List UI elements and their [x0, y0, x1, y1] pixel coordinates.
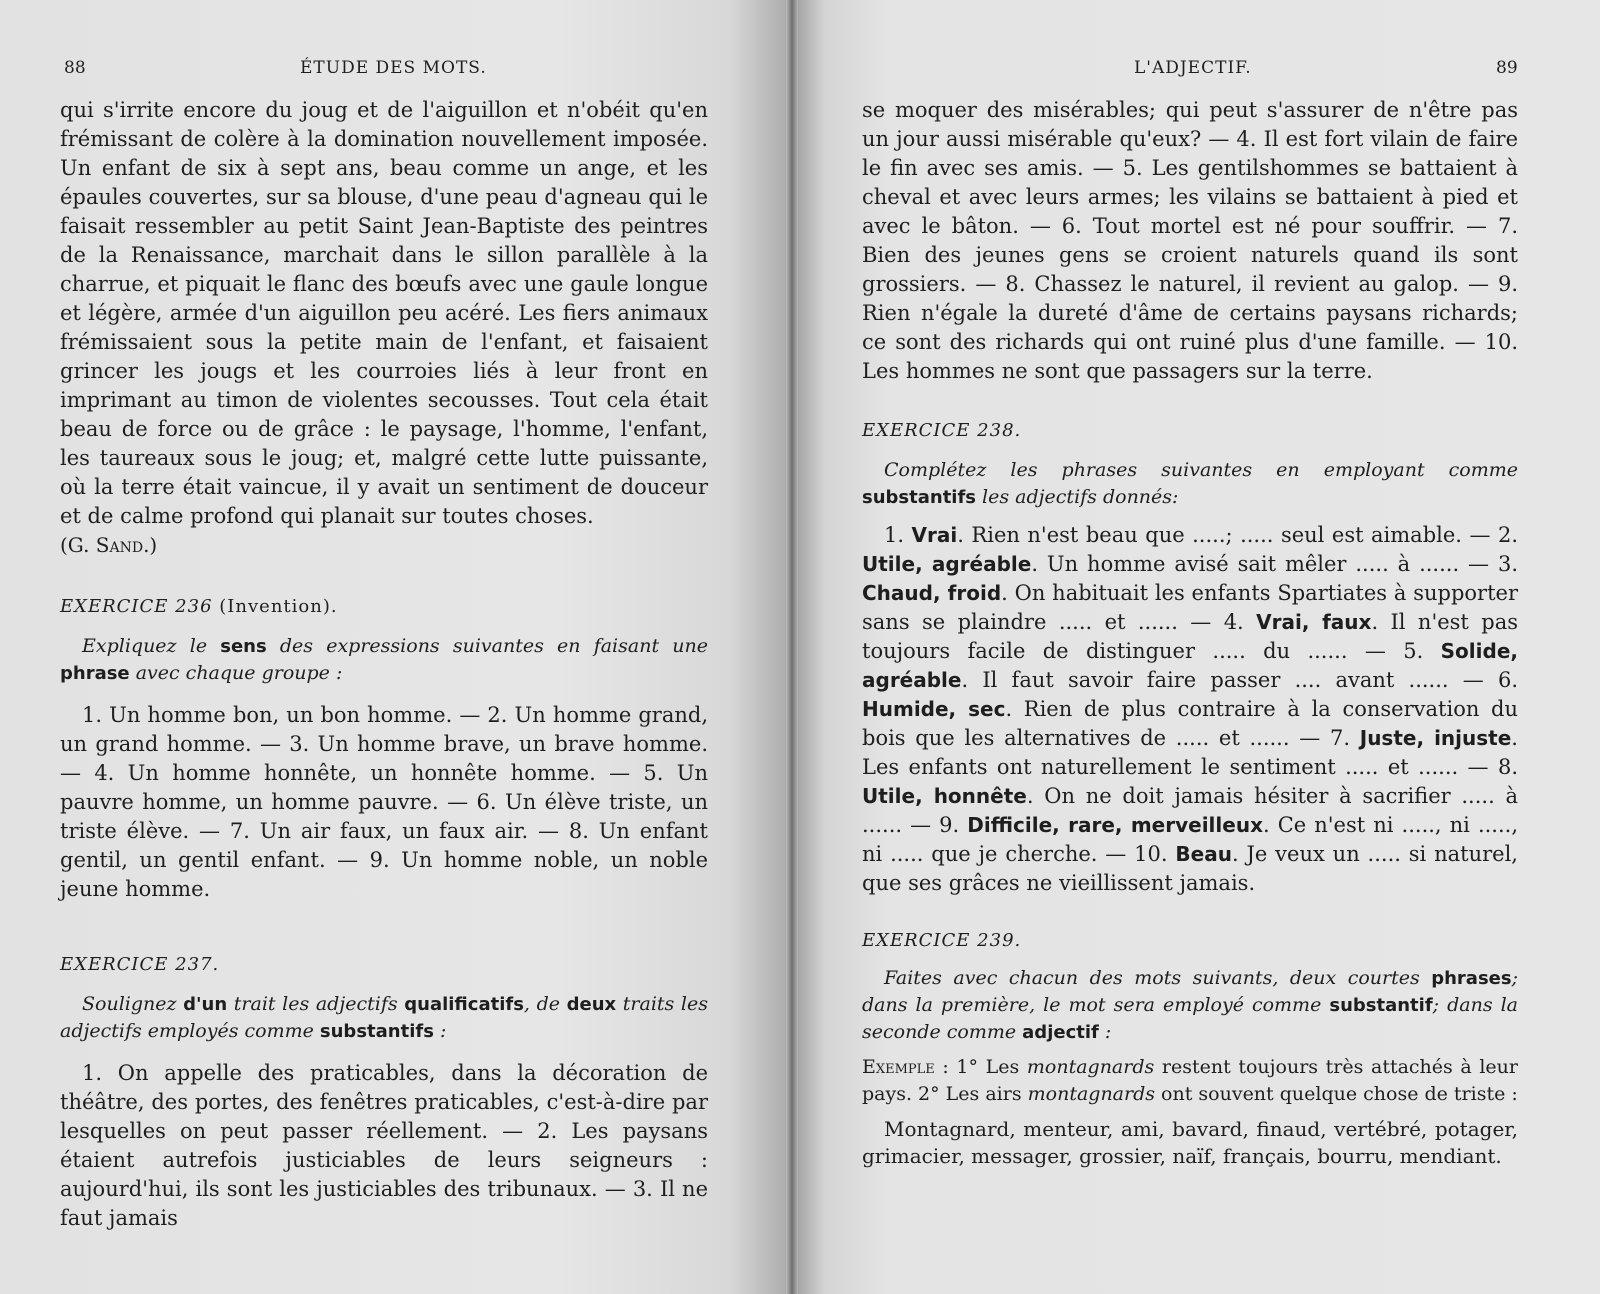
- exercise-237-body: 1. On appelle des praticables, dans la décoration de théâtre, des portes, des fenêtres praticables, c'est-à-dire par lesquelles on peut passer réellement. — 2. Les paysans étaient autrefois justiciables de leurs seigneurs : aujourd'hui, ils sont les justiciables des tribunaux. — 3. Il ne faut jamais: [60, 1061, 708, 1230]
- exercise-238-item-7: 7. Juste, injuste. Les enfants ont naturellement le sentiment ..... et ...... —: [862, 726, 1518, 779]
- exercise-239-instruction: Faites avec chacun des mots suivants, deux courtes phrases; dans la première, le mot sera employé comme substantif; dans la seconde comme adjectif :: [862, 967, 1518, 1043]
- exercise-238-instruction: Complétez les phrases suivantes en employant comme substantifs les adjectifs donnés:: [862, 459, 1518, 508]
- left-column: [60, 96, 708, 1233]
- exercise-238-item-6: 6. Humide, sec. Rien de plus contraire à la conservation du bois que les alternatives de ..... et ...... —: [862, 668, 1518, 750]
- exercise-238-item-3: 3. Chaud, froid. On habituait les enfants Spartiates à supporter sans se plaindre ..... et ...... —: [862, 552, 1518, 634]
- exercise-237-title: EXERCICE 237.: [60, 954, 220, 975]
- exercise-238-item-4: 4. Vrai, faux. Il n'est pas toujours facile de distinguer ..... du ...... —: [862, 610, 1518, 663]
- exercise-239-example: Exemple : 1° Les montagnards restent toujours très attachés à leur pays. 2° Les airs montagnards ont souvent quelque chose de triste :: [862, 1056, 1518, 1105]
- citation: (G. Sand.): [60, 533, 158, 557]
- exercise-236-instruction: Expliquez le sens des expressions suivantes en faisant une phrase avec chaque groupe :: [60, 635, 708, 684]
- exercise-239-word-list: Montagnard, menteur, ami, bavard, finaud, vertébré, potager, grimacier, messager, grossier, naïf, français, bourru, mendiant.: [862, 1117, 1518, 1168]
- exercise-236-title: EXERCICE 236 (Invention).: [60, 596, 338, 617]
- exercise-238-item-5: 5. Solide, agréable. Il faut savoir faire passer .... avant ...... —: [862, 639, 1518, 692]
- exercise-238-body: [862, 521, 1518, 898]
- right-passage: se moquer des misérables; qui peut s'assurer de n'être pas un jour aussi misérable qu'eux? — 4. Il est fort vilain de faire le fin avec ses amis. — 5. Les gentilshommes se battaient à cheval et avec leurs armes; les vilains se battaient à pied et avec le bâton. — 6. Tout mortel est né pour souffrir. — 7. Bien des jeunes gens se croient naturels quand ils sont grossiers. — 8. Chassez le naturel, il revient au galop. — 9. Rien n'égale la dureté d'âme de certains paysans richards; ce sont des richards qui ont ruiné plus d'une famille. — 10. Les hommes ne sont que passagers sur la terre.: [862, 98, 1518, 383]
- exercise-238-item-8: 8. Utile, honnête. On ne doit jamais hésiter à sacrifier ..... à ...... —: [862, 755, 1519, 837]
- exercise-238-item-9: 9. Difficile, rare, merveilleux. Ce n'est ni ....., ni ....., ni ..... que je cherche. —: [862, 813, 1518, 866]
- citation-author: Sand: [95, 533, 144, 557]
- exercise-236-body: 1. Un homme bon, un bon homme. — 2. Un homme grand, un grand homme. — 3. Un homme brave, un brave homme. — 4. Un homme honnête, un honnête homme. — 5. Un pauvre homme, un homme pauvre. — 6. Un élève triste, un triste élève. — 7. Un air faux, un faux air. — 8. Un enfant gentil, un gentil enfant. — 9. Un homme noble, un noble jeune homme.: [60, 703, 708, 901]
- right-column: [862, 96, 1518, 1170]
- exercise-238-item-10: 10. Beau. Je veux un ..... si naturel, que ses grâces ne vieillissent jamais.: [862, 842, 1518, 895]
- page-number-right: 89: [1496, 58, 1518, 78]
- book-gutter: [786, 0, 798, 1294]
- left-passage: qui s'irrite encore du joug et de l'aiguillon et n'obéit qu'en frémissant de colère à la domination nouvellement imposée. Un enfant de six à sept ans, beau comme un ange, et les épaules couvertes, sur sa blouse, d'une peau d'agneau qui le faisait ressembler au petit Saint Jean-Baptiste des peintres de la Renaissance, marchait dans le sillon parallèle à la charrue, et piquait le flanc des bœufs avec une gaule longue et légère, armée d'un aiguillon peu acéré. Les fiers animaux frémissaient sous la petite main de l'enfant, et faisaient grincer les jougs et les courroies liés à leur front en imprimant au timon de violentes secousses. Tout cela était beau de force ou de grâce : le paysage, l'homme, l'enfant, les taureaux sous le joug; et, malgré cette lutte puissante, où la terre était vaincue, il y avait un sentiment de douceur et de calme profond qui planait sur toutes choses.: [60, 98, 708, 528]
- running-head-right: L'ADJECTIF.: [1134, 58, 1252, 78]
- running-head-left: ÉTUDE DES MOTS.: [300, 58, 487, 78]
- exercise-237-instruction: Soulignez d'un trait les adjectifs qualificatifs, de deux traits les adjectifs employés comme substantifs :: [60, 993, 708, 1042]
- exercise-238-item-2: 2. Utile, agréable. Un homme avisé sait mêler ..... à ...... —: [862, 523, 1519, 576]
- page-number-left: 88: [64, 58, 86, 78]
- exercise-239-title: EXERCICE 239.: [862, 930, 1022, 951]
- exercise-238-item-1: 1. Vrai. Rien n'est beau que .....; ..... seul est aimable. —: [884, 523, 1498, 547]
- exercise-238-title: EXERCICE 238.: [862, 420, 1022, 441]
